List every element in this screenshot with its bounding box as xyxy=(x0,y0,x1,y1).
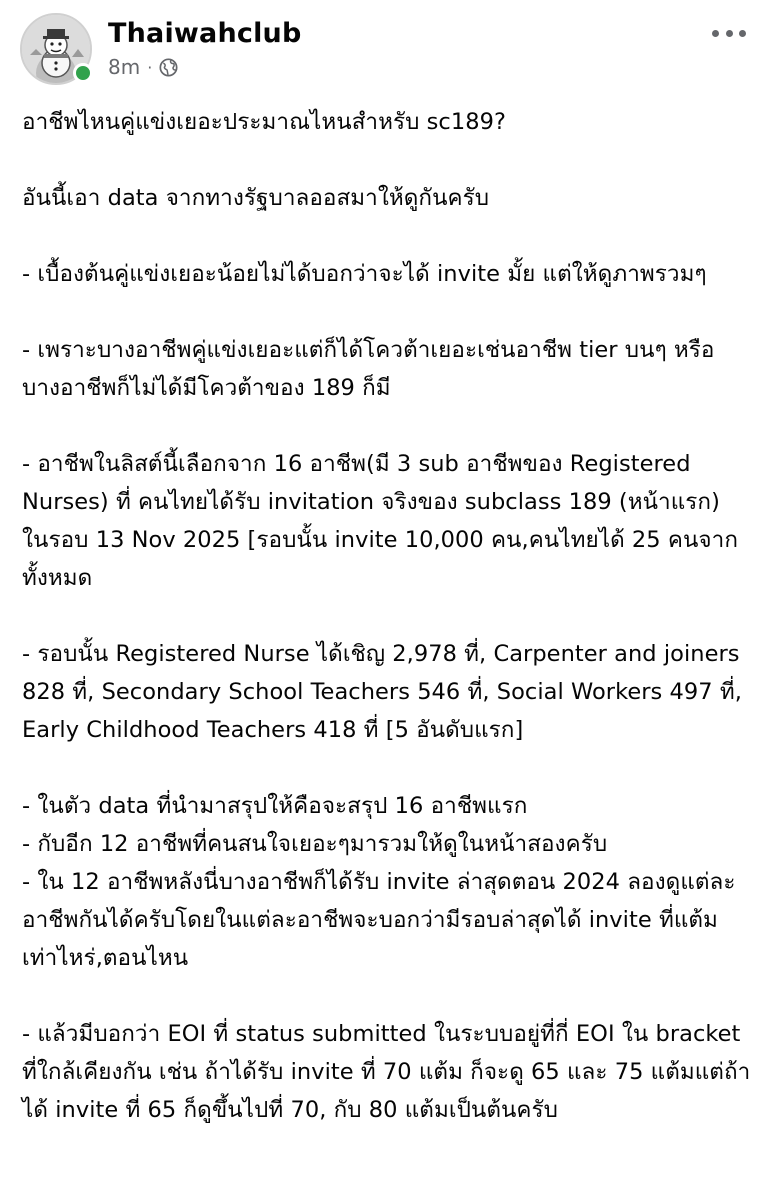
post-paragraph: - อาชีพในลิสต์นี้เลือกจาก 16 อาชีพ(มี 3 sub อาชีพของ Registered Nurses) ที่ คนไทยได้รับ invitation จริงของ subclass 189 (หน้าแรก) ในรอบ 13 Nov 2025 [รอบนั้น invite 10,000 คน,คนไทยได้ 25 คนจากทั้งหมด xyxy=(22,451,738,591)
post-paragraph: - กับอีก 12 อาชีพที่คนสนใจเยอะๆมารวมให้ดูในหน้าสองครับ xyxy=(22,831,608,857)
post-paragraph: - รอบนั้น Registered Nurse ได้เชิญ 2,978 ที่, Carpenter and joiners 828 ที่, Secondary School Teachers 546 ที่, Social Workers 497 ที่, Early Childhood Teachers 418 ที่ [5 อันดับแรก] xyxy=(22,641,742,743)
post-paragraph: - เพราะบางอาชีพคู่แข่งเยอะแต่ก็ได้โควต้าเยอะเช่นอาชีพ tier บนๆ หรือบางอาชีพก็ไม่ได้มีโควต้าของ 189 ก็มี xyxy=(22,337,715,401)
post-paragraph: - ในตัว data ที่นำมาสรุปให้คือจะสรุป 16 อาชีพแรก xyxy=(22,793,528,819)
post-paragraph: อาชีพไหนคู่แข่งเยอะประมาณไหนสำหรับ sc189? xyxy=(22,109,506,135)
globe-icon[interactable] xyxy=(159,58,178,77)
meta-separator: · xyxy=(147,57,153,77)
post-paragraph: - แล้วมีบอกว่า EOI ที่ status submitted ในระบบอยู่ที่กี่ EOI ใน bracket ที่ใกล้เคียงกัน เช่น ถ้าได้รับ invite ที่ 70 แต้ม ก็จะดู 65 และ 75 แต้มแต่ถ้าได้ invite ที่ 65 ก็ดูขึ้นไปที่ 70, กับ 80 แต้มเป็นต้นครับ xyxy=(22,1021,751,1123)
post-header xyxy=(0,0,770,92)
avatar-container[interactable] xyxy=(20,13,92,85)
author-name[interactable]: Thaiwahclub xyxy=(108,18,302,49)
post-body xyxy=(22,103,752,1167)
online-status-dot xyxy=(73,63,93,83)
post-paragraph: - ใน 12 อาชีพหลังนี่บางอาชีพก็ได้รับ invite ล่าสุดตอน 2024 ลองดูแต่ละอาชีพกันได้ครับโดยในแต่ละอาชีพจะบอกว่ามีรอบล่าสุดได้ invite ที่แต้มเท่าไหร่,ตอนไหน xyxy=(22,869,736,971)
post-paragraph: อันนี้เอา data จากทางรัฐบาลออสมาให้ดูกันครับ xyxy=(22,185,490,211)
post-meta xyxy=(108,55,178,79)
timestamp[interactable]: 8m xyxy=(108,55,141,79)
more-options-icon[interactable] xyxy=(712,26,746,40)
more-dot xyxy=(712,30,719,37)
more-dot xyxy=(739,30,746,37)
post-paragraph: - เบื้องต้นคู่แข่งเยอะน้อยไม่ได้บอกว่าจะได้ invite มั้ย แต่ให้ดูภาพรวมๆ xyxy=(22,261,707,287)
more-dot xyxy=(726,30,733,37)
